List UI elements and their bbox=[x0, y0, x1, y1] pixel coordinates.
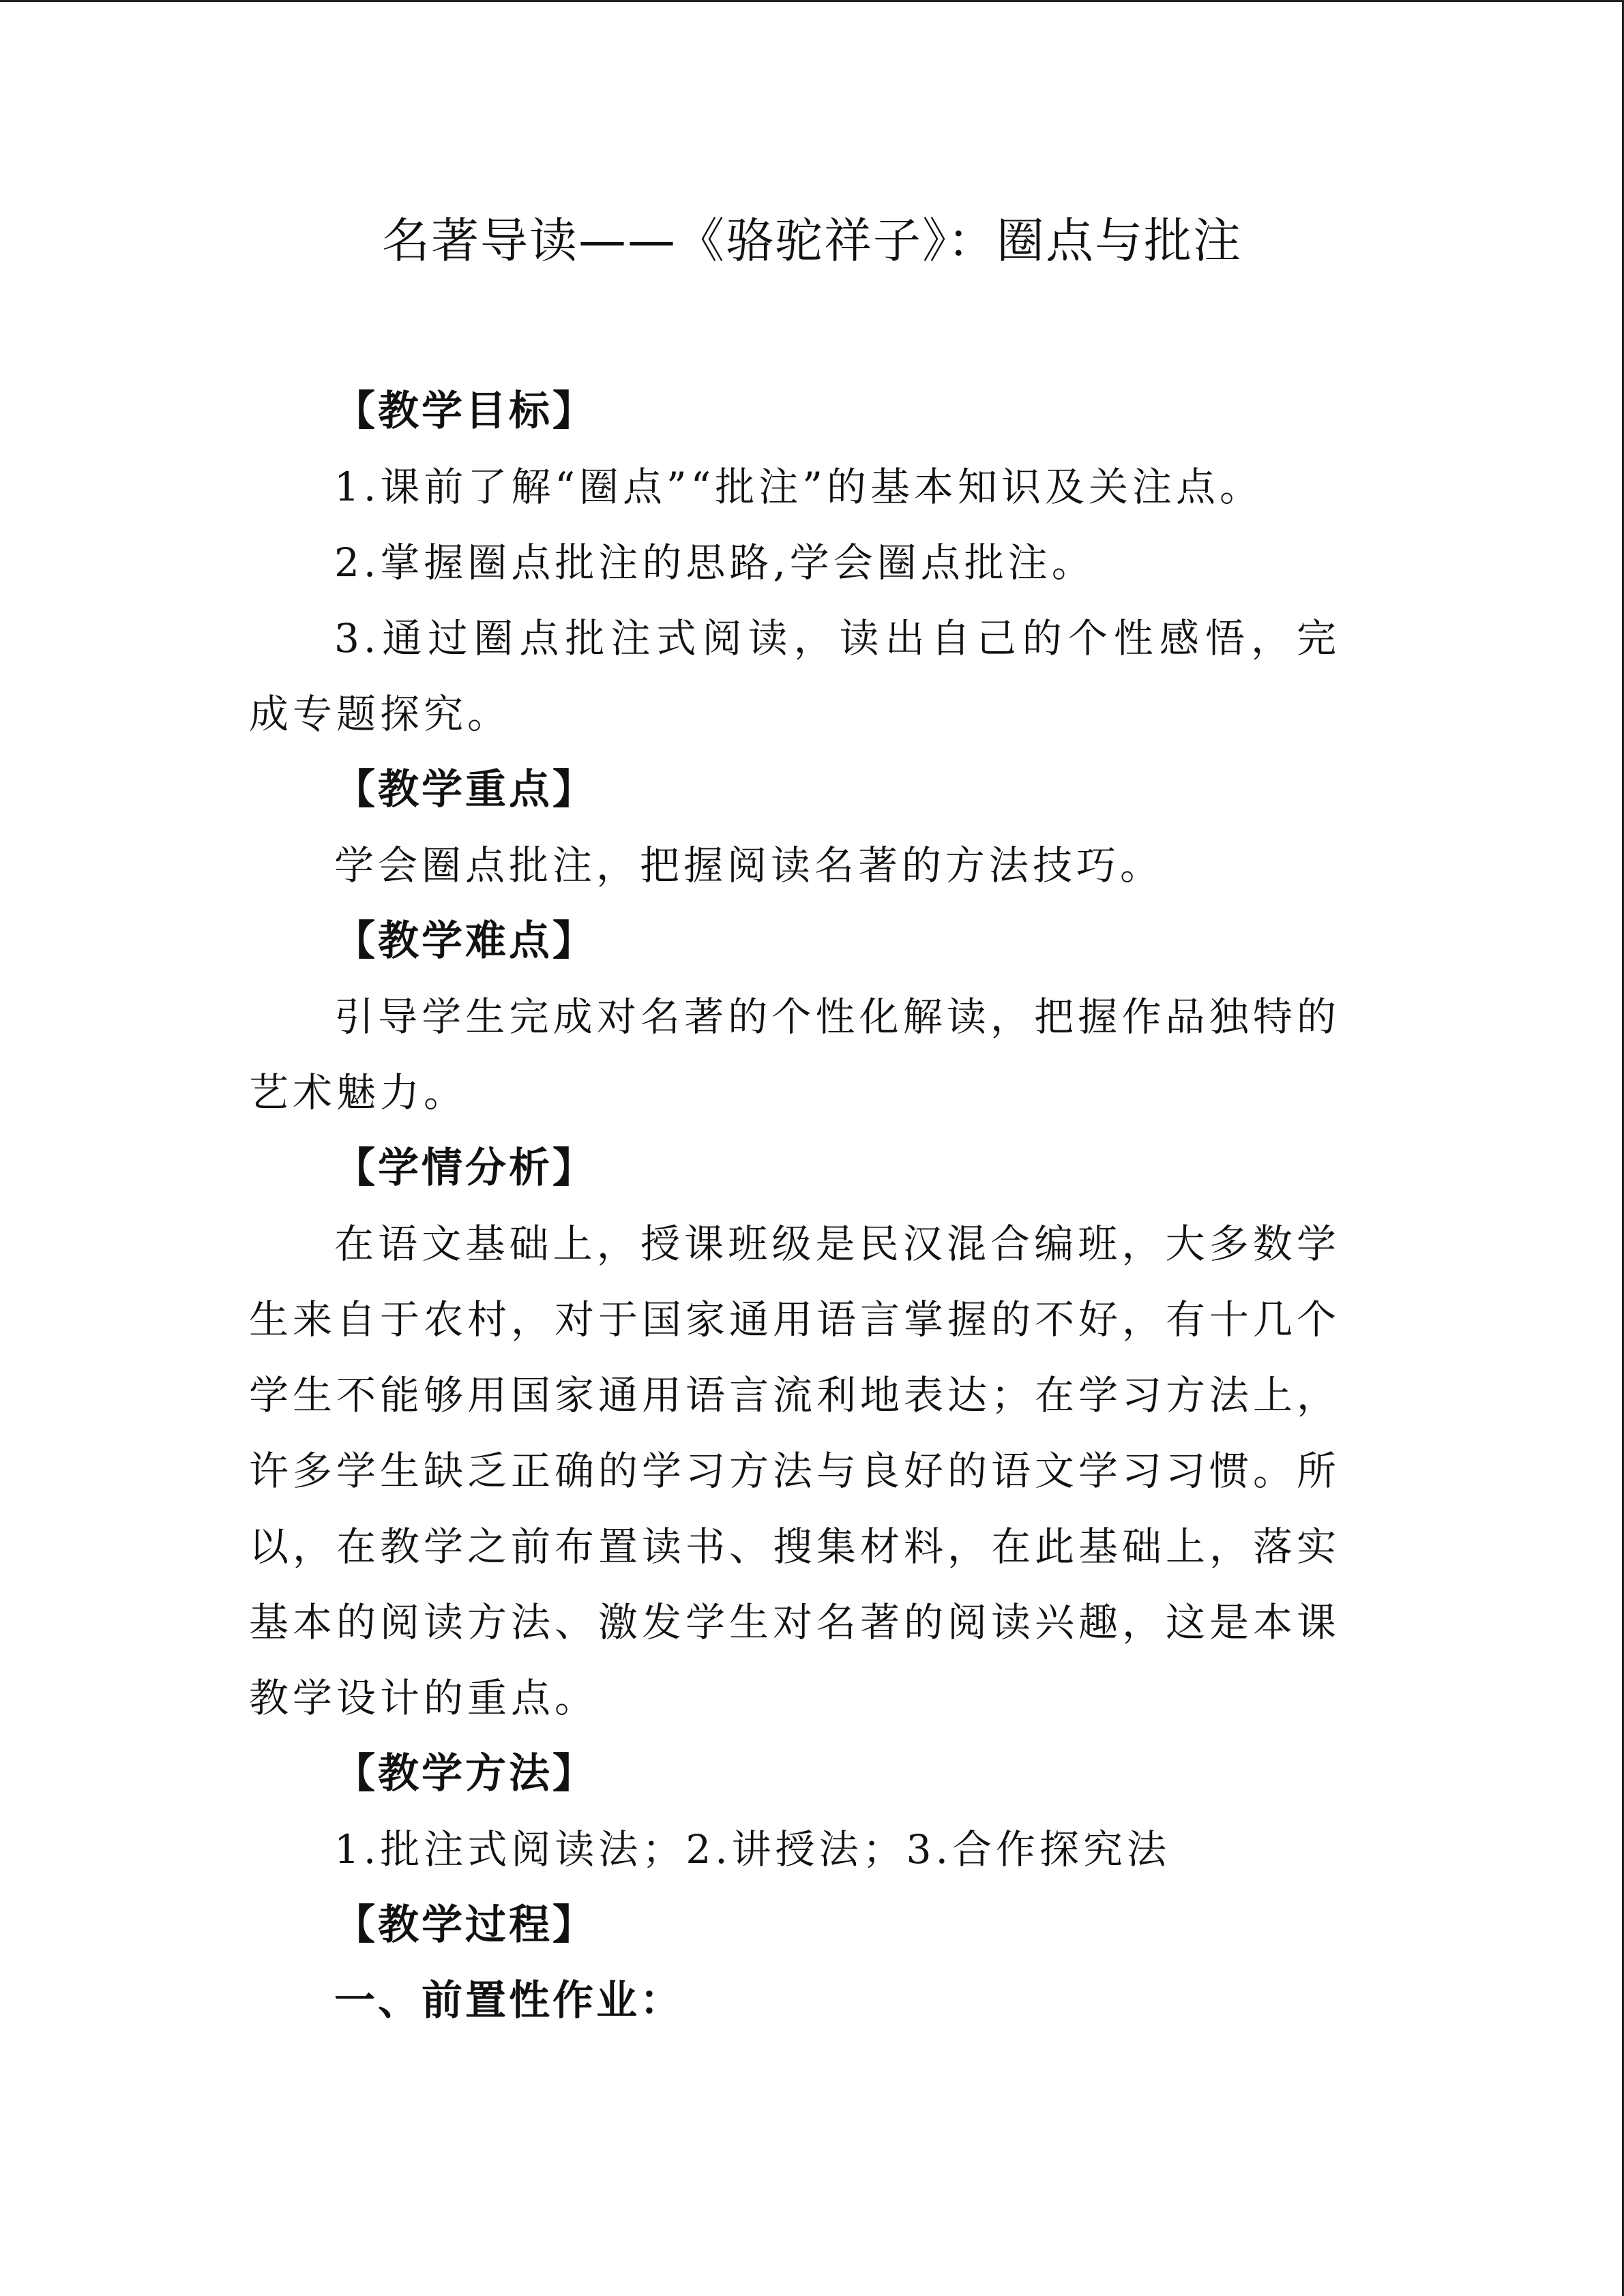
page-border-top bbox=[0, 0, 1624, 2]
section-heading-methods: 【教学方法】 bbox=[334, 1750, 596, 1798]
objective-item-1: 1.课前了解“圈点”“批注”的基本知识及关注点。 bbox=[334, 464, 1263, 510]
section-heading-objectives: 【教学目标】 bbox=[334, 387, 596, 435]
difficulties-text: 引导学生完成对名著的个性化解读，把握作品独特的艺术魅力。 bbox=[249, 994, 1340, 1116]
document-body bbox=[249, 374, 1340, 2039]
section-heading-key-points: 【教学重点】 bbox=[334, 766, 596, 814]
objective-item-2: 2.掌握圈点批注的思路,学会圈点批注。 bbox=[334, 539, 1095, 586]
section-heading-process: 【教学过程】 bbox=[334, 1901, 596, 1949]
section-heading-analysis: 【学情分析】 bbox=[334, 1144, 596, 1192]
section-heading-difficulties: 【教学难点】 bbox=[334, 917, 596, 965]
methods-text: 1.批注式阅读法；2.讲授法；3.合作探究法 bbox=[334, 1826, 1171, 1873]
document-title: 名著导读——《骆驼祥子》：圈点与批注 bbox=[382, 213, 1242, 269]
objective-item-3: 3.通过圈点批注式阅读，读出自己的个性感悟，完成专题探究。 bbox=[249, 615, 1340, 737]
key-points-text: 学会圈点批注，把握阅读名著的方法技巧。 bbox=[334, 842, 1164, 889]
analysis-text: 在语文基础上，授课班级是民汉混合编班，大多数学生来自于农村，对于国家通用语言掌握的不好，有十几个学生不能够用国家通用语言流利地表达；在学习方法上，许多学生缺乏正确的学习方法与良好的语文学习习惯。所以，在教学之前布置读书、搜集材料，在此基础上，落实基本的阅读方法、激发学生对名著的阅读兴趣，这是本课教学设计的重点。 bbox=[249, 1221, 1341, 1721]
process-subheading: 一、前置性作业： bbox=[334, 1977, 683, 2025]
